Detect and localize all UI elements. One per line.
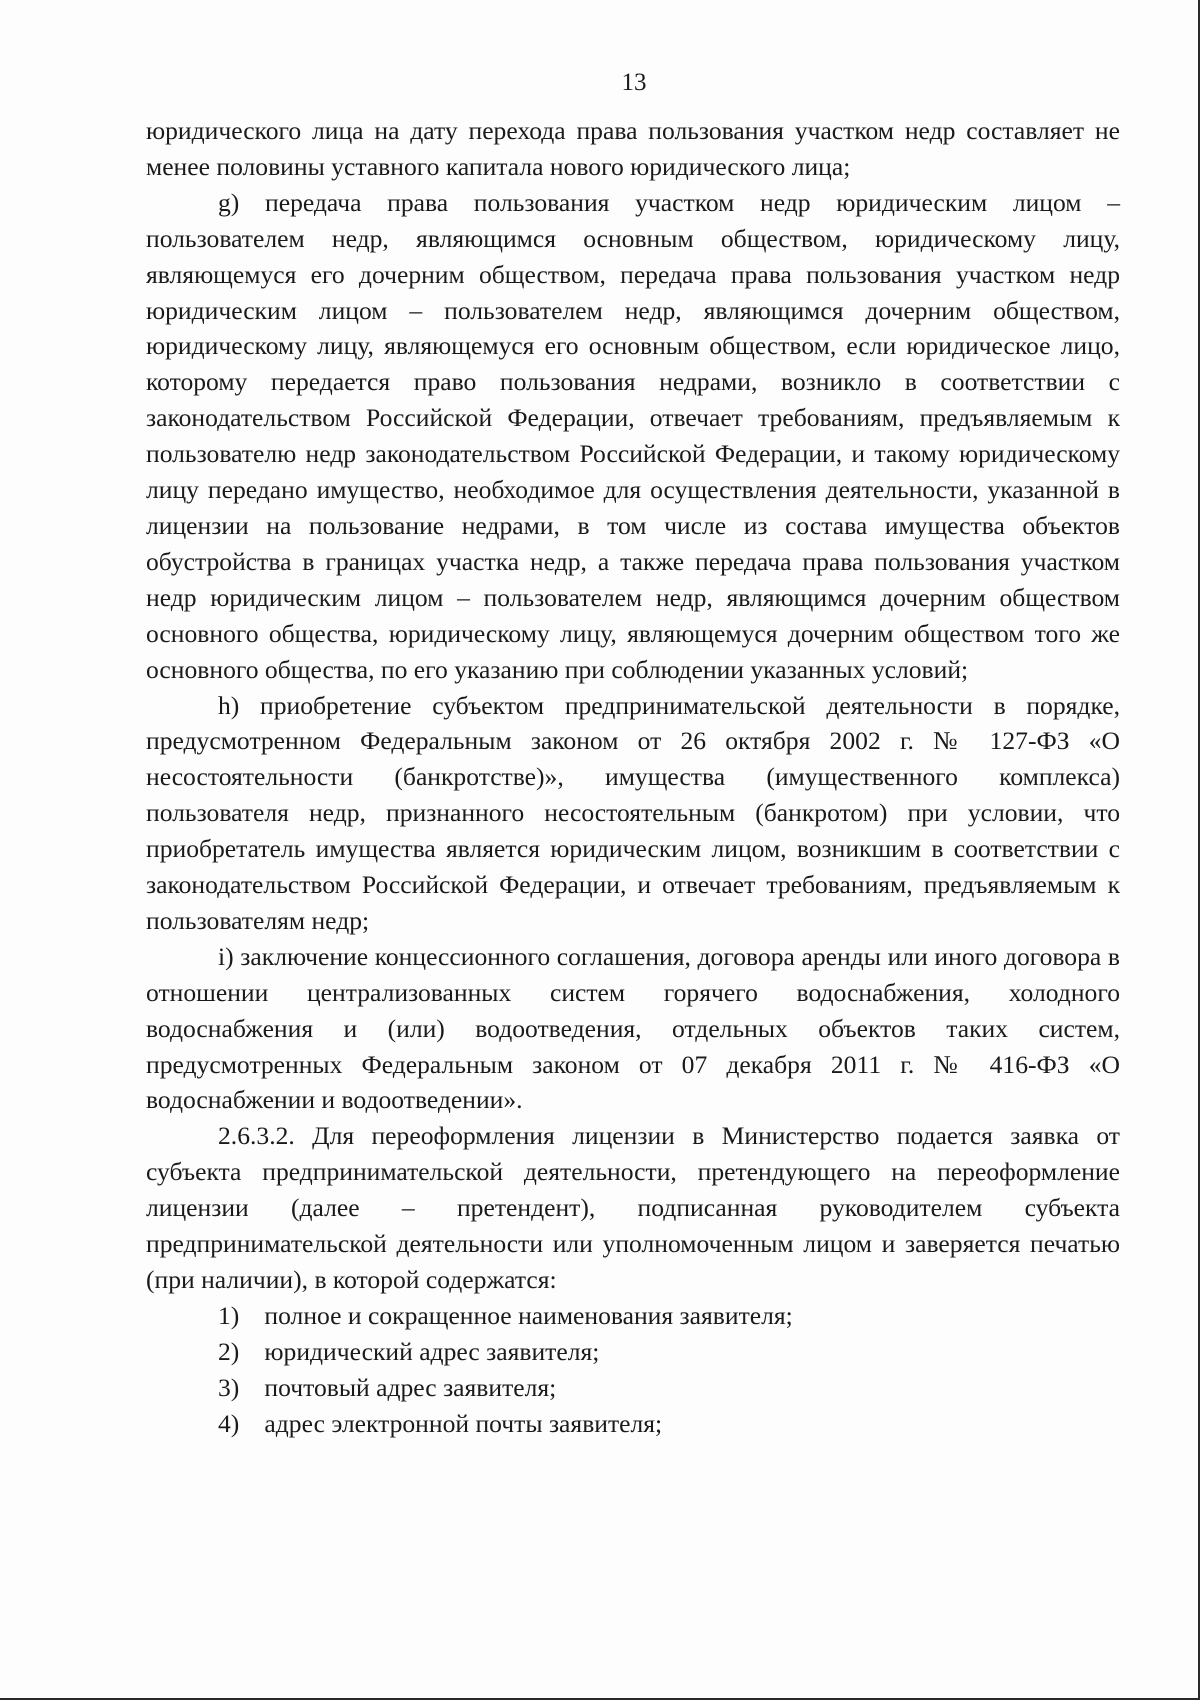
list-item-text: юридический адрес заявителя; — [264, 1336, 600, 1366]
paragraph-item-h: h) приобретение субъектом предпринимательской деятельности в порядке, предусмотренном Федеральным законом от 26 октября 2002 г. № 127-ФЗ «О несостоятельности (банкротстве)», имущества (имущественного комплекса) пользователя недр, признанного несостоятельным (банкротом) при условии, что приобретатель имущества является юридическим лицом, возникшим в соответствии с законодательством Российской Федерации, и отвечает требованиям, предъявляемым к пользователям недр; — [146, 690, 1120, 935]
paragraph-2-6-3-2: 2.6.3.2. Для переоформления лицензии в Министерство подается заявка от субъекта предпринимательской деятельности, претендующего на переоформление лицензии (далее – претендент), подписанная руководителем субъекта предпринимательской деятельности или уполномоченным лицом и заверяется печатью (при наличии), в которой содержатся: — [146, 1121, 1120, 1294]
page-number: 13 — [621, 69, 647, 96]
list-item-number: 1) — [218, 1300, 240, 1330]
list-item-number: 3) — [218, 1372, 240, 1402]
list-item-text: почтовый адрес заявителя; — [264, 1372, 557, 1402]
document-body — [146, 113, 1120, 1442]
paragraph-item-g: g) передача права пользования участком недр юридическим лицом – пользователем недр, являющимся основным обществом, юридическому лицу, являющемуся его дочерним обществом, передача права пользования участком недр юридическим лицом – пользователем недр, являющимся дочерним обществом, юридическому лицу, являющемуся его основным обществом, если юридическое лицо, которому передается право пользования недрами, возникло в соответствии с законодательством Российской Федерации, отвечает требованиям, предъявляемым к пользователю недр законодательством Российской Федерации, и такому юридическому лицу передано имущество, необходимое для осуществления деятельности, указанной в лицензии на пользование недрами, в том числе из состава имущества объектов обустройства в границах участка недр, а также передача права пользования участком недр юридическим лицом – пользователем недр, являющимся дочерним обществом основного общества, юридическому лицу, являющемуся дочерним обществом того же основного общества, по его указанию при соблюдении указанных условий; — [146, 187, 1120, 684]
list-item — [146, 1334, 1120, 1370]
list-item-text: полное и сокращенное наименования заявителя; — [264, 1300, 793, 1330]
list-item — [146, 1370, 1120, 1406]
list-item — [146, 1298, 1120, 1334]
paragraph-continuation: юридического лица на дату перехода права пользования участком недр составляет не менее половины уставного капитала нового юридического лица; — [146, 116, 1120, 181]
list-item-number: 2) — [218, 1336, 240, 1366]
list-item-text: адрес электронной почты заявителя; — [264, 1408, 663, 1438]
list-item — [146, 1406, 1120, 1442]
paragraph-item-i: i) заключение концессионного соглашения, договора аренды или иного договора в отношении централизованных систем горячего водоснабжения, холодного водоснабжения и (или) водоотведения, отдельных объектов таких систем, предусмотренных Федеральным законом от 07 декабря 2011 г. № 416-ФЗ «О водоснабжении и водоотведении». — [146, 941, 1120, 1115]
list-item-number: 4) — [218, 1408, 240, 1438]
